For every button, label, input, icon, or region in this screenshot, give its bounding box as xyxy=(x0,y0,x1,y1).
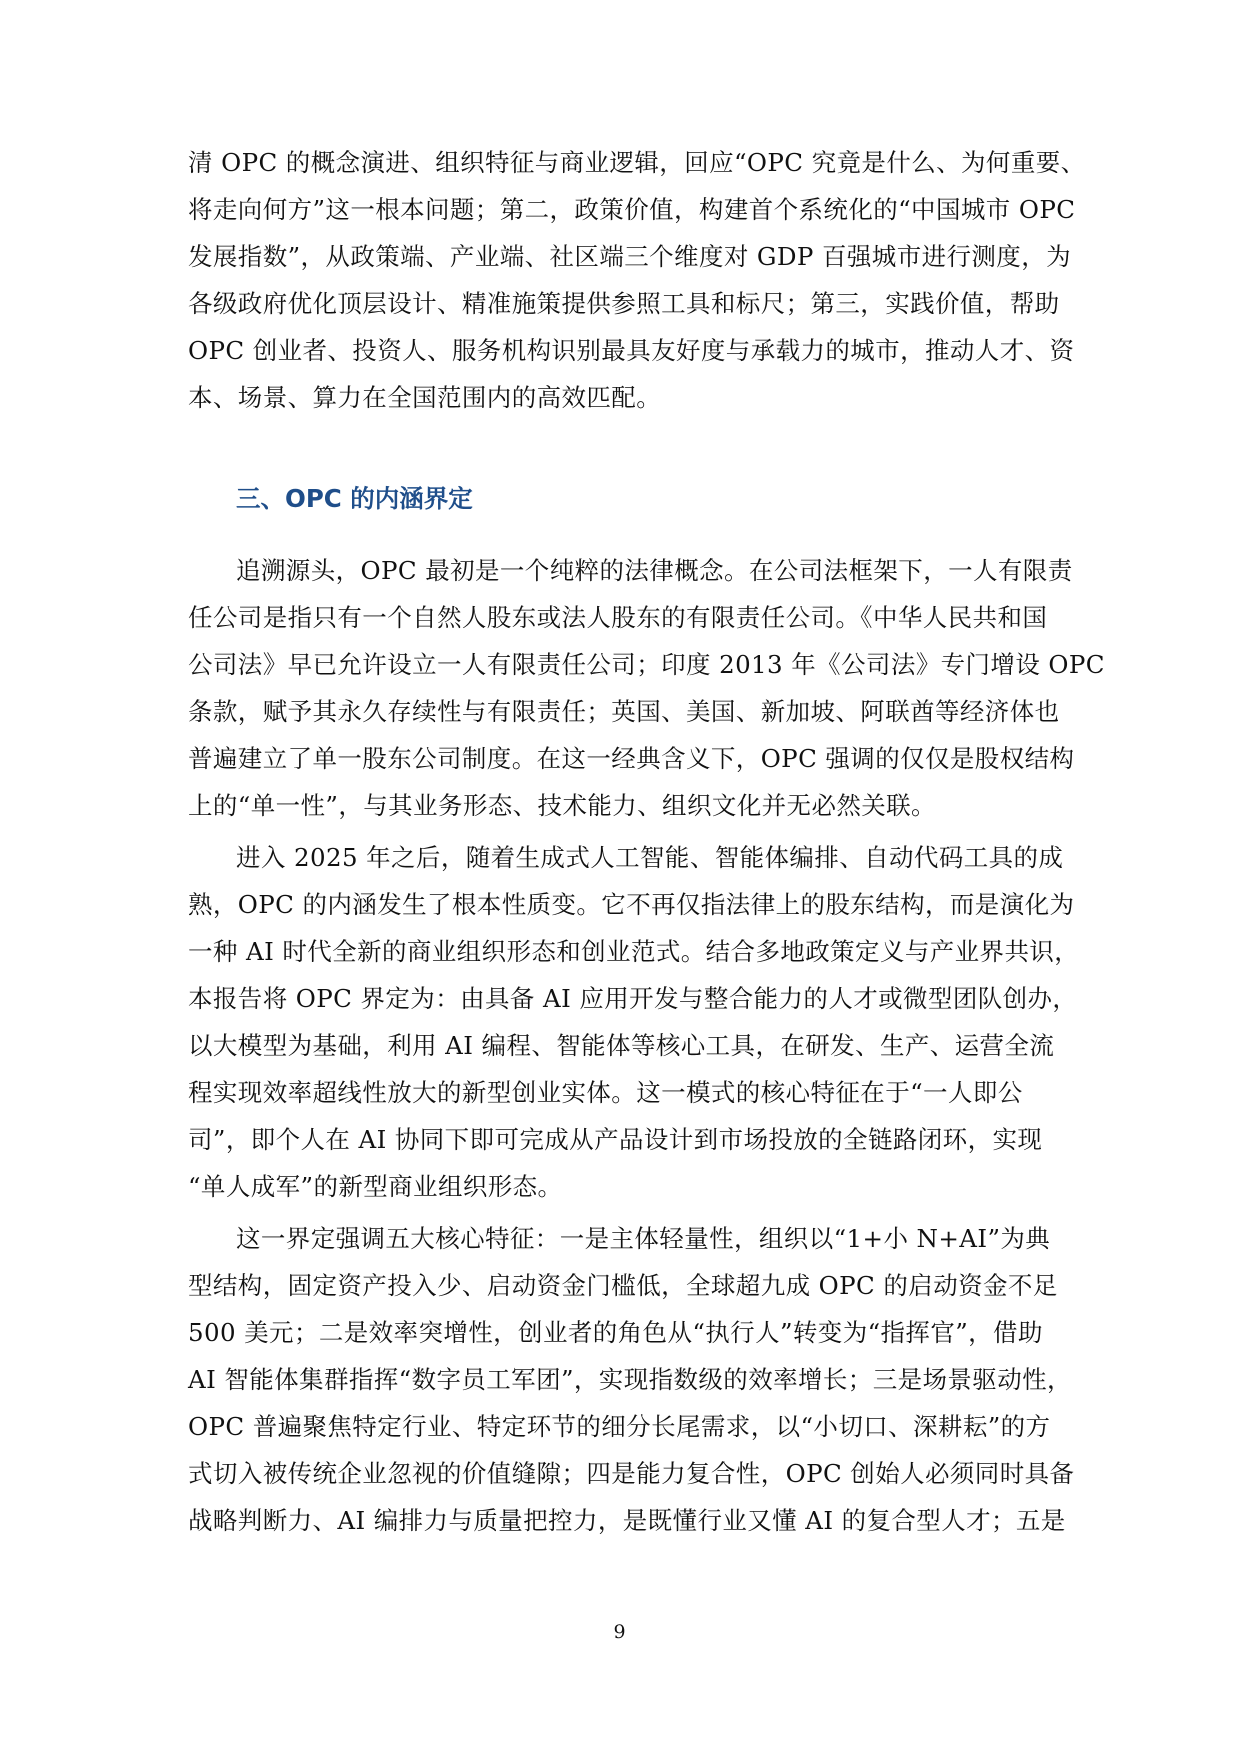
para1-line-5: 普遍建立了单一股东公司制度。在这一经典含义下，OPC 强调的仅仅是股权结构 xyxy=(188,744,1075,773)
section-heading: 三、OPC 的内涵界定 xyxy=(236,484,473,513)
page-number: 9 xyxy=(613,1621,626,1643)
para2-line-3: 一种 AI 时代全新的商业组织形态和创业范式。结合多地政策定义与产业界共识， xyxy=(188,937,1080,966)
para3-line-7: 战略判断力、AI 编排力与质量把控力，是既懂行业又懂 AI 的复合型人才；五是 xyxy=(188,1506,1066,1535)
section1-line-2: 将走向何方”这一根本问题；第二，政策价值，构建首个系统化的“中国城市 OPC xyxy=(188,195,1076,224)
section1-line-6: 本、场景、算力在全国范围内的高效匹配。 xyxy=(188,383,662,412)
para1-line-4: 条款，赋予其永久存续性与有限责任；英国、美国、新加坡、阿联酋等经济体也 xyxy=(188,697,1060,726)
para3-line-4: AI 智能体集群指挥“数字员工军团”，实现指数级的效率增长；三是场景驱动性， xyxy=(188,1365,1072,1394)
para3-line-3: 500 美元；二是效率突增性，创业者的角色从“执行人”转变为“指挥官”，借助 xyxy=(188,1318,1043,1347)
para1-line-3: 公司法》早已允许设立一人有限责任公司；印度 2013 年《公司法》专门增设 OPC xyxy=(188,650,1105,679)
para3-line-5: OPC 普遍聚焦特定行业、特定环节的细分长尾需求，以“小切口、深耕耘”的方 xyxy=(188,1412,1051,1441)
para2-line-7: 司”，即个人在 AI 协同下即可完成从产品设计到市场投放的全链路闭环，实现 xyxy=(188,1125,1043,1154)
para2-line-4: 本报告将 OPC 界定为：由具备 AI 应用开发与整合能力的人才或微型团队创办， xyxy=(188,984,1078,1013)
para2-line-5: 以大模型为基础，利用 AI 编程、智能体等核心工具，在研发、生产、运营全流 xyxy=(188,1031,1055,1060)
para1-line-6: 上的“单一性”，与其业务形态、技术能力、组织文化并无必然关联。 xyxy=(188,791,936,820)
para3-line-1: 这一界定强调五大核心特征：一是主体轻量性，组织以“1+小 N+AI”为典 xyxy=(236,1224,1051,1253)
section1-line-1: 清 OPC 的概念演进、组织特征与商业逻辑，回应“OPC 究竟是什么、为何重要、 xyxy=(188,148,1086,177)
para1-line-2: 任公司是指只有一个自然人股东或法人股东的有限责任公司。《中华人民共和国 xyxy=(188,603,1048,632)
para2-line-2: 熟，OPC 的内涵发生了根本性质变。它不再仅指法律上的股东结构，而是演化为 xyxy=(188,890,1075,919)
section1-line-4: 各级政府优化顶层设计、精准施策提供参照工具和标尺；第三，实践价值，帮助 xyxy=(188,289,1060,318)
para2-line-6: 程实现效率超线性放大的新型创业实体。这一模式的核心特征在于“一人即公 xyxy=(188,1078,1023,1107)
para1-line-1: 追溯源头，OPC 最初是一个纯粹的法律概念。在公司法框架下，一人有限责 xyxy=(236,556,1073,585)
para3-line-6: 式切入被传统企业忽视的价值缝隙；四是能力复合性，OPC 创始人必须同时具备 xyxy=(188,1459,1075,1488)
section1-line-3: 发展指数”，从政策端、产业端、社区端三个维度对 GDP 百强城市进行测度，为 xyxy=(188,242,1071,271)
para3-line-2: 型结构，固定资产投入少、启动资金门槛低，全球超九成 OPC 的启动资金不足 xyxy=(188,1271,1058,1300)
section1-line-5: OPC 创业者、投资人、服务机构识别最具友好度与承载力的城市，推动人才、资 xyxy=(188,336,1075,365)
para2-line-8: “单人成军”的新型商业组织形态。 xyxy=(188,1172,563,1201)
para2-line-1: 进入 2025 年之后，随着生成式人工智能、智能体编排、自动代码工具的成 xyxy=(236,843,1064,872)
